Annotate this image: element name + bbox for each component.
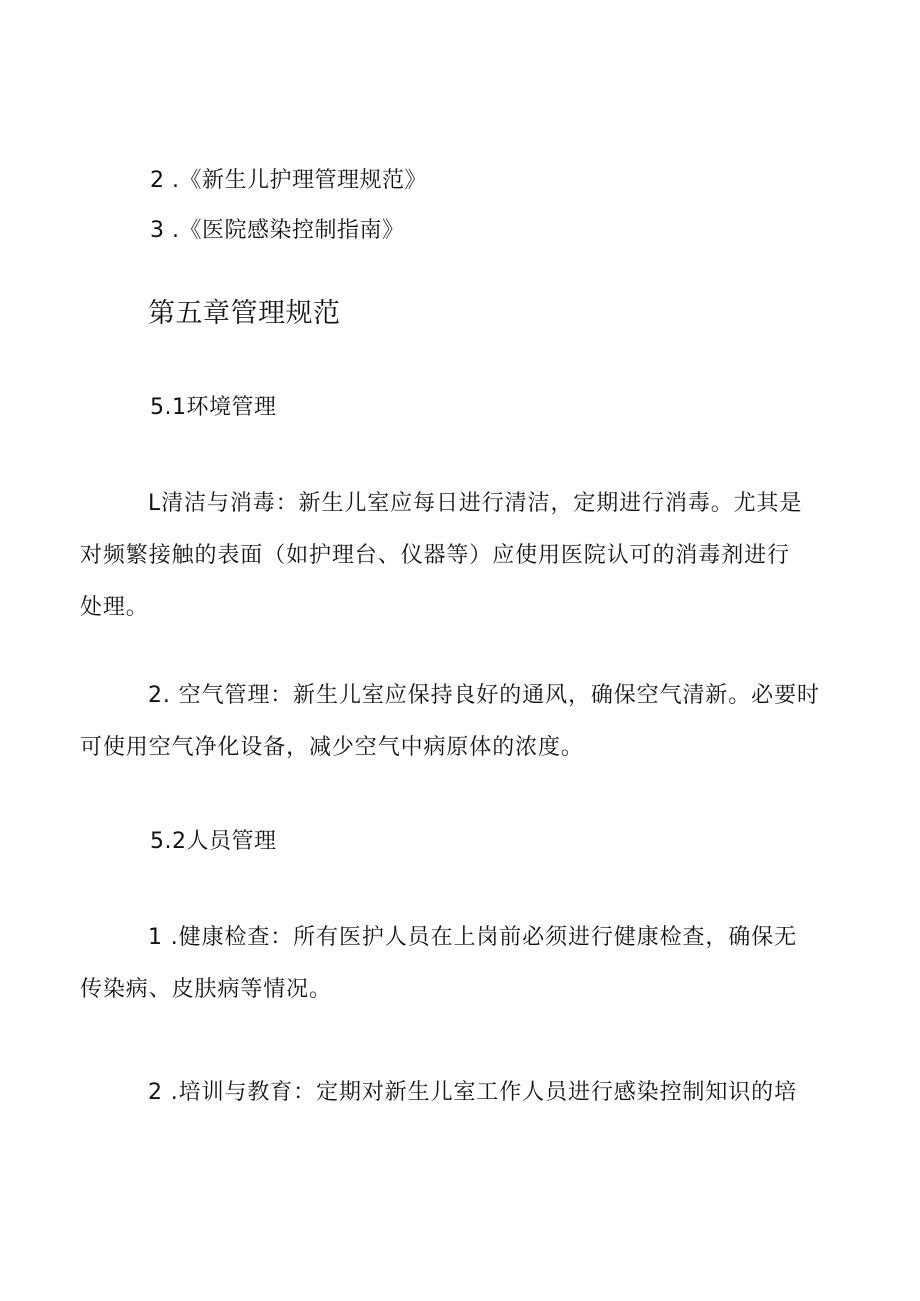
- reference-item-3: 3 .《医院感染控制指南》: [150, 218, 405, 243]
- reference-item-2: 2 .《新生儿护理管理规范》: [150, 168, 427, 193]
- chapter-title: 第五章管理规范: [148, 298, 341, 329]
- paragraph-line: 可使用空气净化设备，减少空气中病原体的浓度。: [80, 735, 584, 760]
- section-5-1-item-2: [80, 670, 820, 774]
- section-5-2-title: 5.2人员管理: [150, 829, 277, 854]
- paragraph-line: 对频繁接触的表面（如护理台、仪器等）应使用医院认可的消毒剂进行: [80, 543, 790, 568]
- paragraph-line: 传染病、皮肤病等情况。: [80, 977, 332, 1002]
- paragraph-line: L清洁与消毒：新生儿室应每日进行清洁，定期进行消毒。尤其是: [148, 491, 803, 516]
- section-5-2-item-1: [80, 912, 816, 1016]
- section-5-2-item-2: [148, 1067, 816, 1119]
- paragraph-line: 2. 空气管理：新生儿室应保持良好的通风，确保空气清新。必要时: [148, 683, 820, 708]
- paragraph-line: 处理。: [80, 595, 149, 620]
- paragraph-line: 2 .培训与教育：定期对新生儿室工作人员进行感染控制知识的培: [148, 1080, 797, 1105]
- section-5-1-title: 5.1环境管理: [150, 395, 277, 420]
- section-5-1-item-1: [80, 478, 816, 634]
- paragraph-line: 1 .健康检查：所有医护人员在上岗前必须进行健康检查，确保无: [148, 925, 797, 950]
